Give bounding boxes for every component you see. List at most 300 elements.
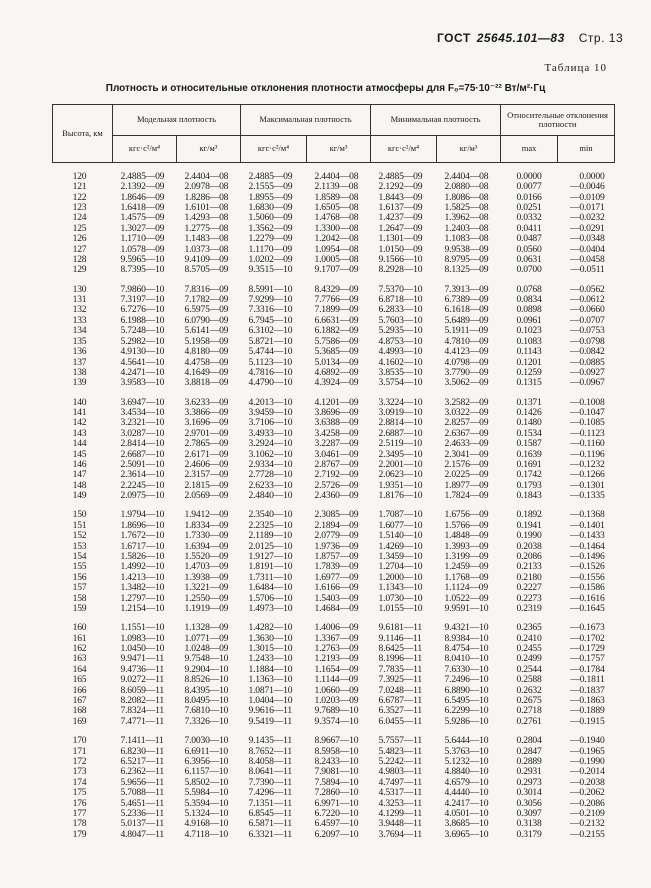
- model-kgs-cell: 8.7395—10: [120, 264, 165, 276]
- unit-header: кгс·с²/м⁴: [113, 136, 177, 163]
- model-kg-cell: 2.4606—09: [184, 458, 229, 470]
- model-kgs-cell: 1.3027—09: [120, 222, 165, 234]
- rel-max-cell: 0.1534: [516, 427, 542, 439]
- min-kg-cell: 2.8257—09: [444, 417, 489, 429]
- model-kg-cell: 1.7330—09: [184, 530, 229, 542]
- min-kg-cell: 5.1911—09: [444, 325, 488, 337]
- model-kgs-cell: 9.5965—10: [120, 254, 165, 266]
- table-row: [53, 347, 615, 357]
- rel-min-cell: —0.0458: [569, 254, 605, 266]
- max-kg-cell: 1.8757—09: [314, 551, 359, 562]
- height-cell: 146: [72, 458, 87, 470]
- min-kg-cell: 5.6489—09: [444, 314, 489, 326]
- rel-min-cell: —0.0798: [569, 335, 605, 347]
- model-kgs-cell: 1.2797—10: [120, 592, 165, 604]
- max-kg-cell: 3.6388—09: [314, 417, 359, 429]
- min-kgs-cell: 2.2001—10: [378, 458, 423, 470]
- model-kgs-cell: 2.2245—10: [120, 479, 165, 491]
- min-kg-cell: 9.9591—10: [444, 603, 489, 615]
- max-kgs-cell: 8.4058—11: [248, 755, 292, 767]
- model-kg-cell: 1.0771—09: [184, 632, 229, 644]
- model-kg-cell: 4.9168—10: [184, 818, 229, 830]
- max-kg-cell: 8.5958—10: [314, 745, 359, 757]
- max-kg-cell: 8.2433—10: [314, 755, 359, 767]
- col-header-max-density: Максимальная плотность: [241, 105, 371, 136]
- rel-min-cell: —0.0109: [569, 191, 605, 203]
- max-kg-cell: 6.2097—10: [314, 828, 359, 840]
- model-kgs-cell: 5.2982—10: [120, 335, 165, 347]
- max-kgs-cell: 1.7311—10: [248, 571, 292, 583]
- model-kgs-cell: 1.1551—10: [120, 622, 165, 634]
- height-cell: 176: [72, 797, 87, 809]
- rel-min-cell: —0.2086: [569, 797, 605, 809]
- model-kg-cell: 7.3326—10: [184, 715, 229, 727]
- height-cell: 157: [72, 582, 87, 594]
- model-kg-cell: 7.0030—10: [184, 735, 229, 747]
- model-kg-cell: 8.8526—10: [184, 674, 229, 686]
- model-kg-cell: 1.8286—08: [184, 191, 229, 203]
- max-kg-cell: 4.3924—09: [314, 377, 359, 389]
- rel-min-cell: —0.0046: [569, 181, 605, 193]
- rel-min-cell: —0.0612: [569, 294, 605, 306]
- model-kg-cell: 1.6101—08: [184, 202, 229, 214]
- max-kgs-cell: 7.7390—11: [248, 776, 292, 788]
- model-kgs-cell: 4.8047—11: [120, 828, 164, 840]
- rel-min-cell: —0.1433: [569, 530, 605, 542]
- min-kg-cell: 1.1768—09: [444, 571, 489, 583]
- table-body: [53, 163, 615, 841]
- model-kg-cell: 1.9412—09: [184, 509, 229, 521]
- max-kgs-cell: 4.4790—10: [248, 377, 293, 389]
- max-kgs-cell: 2.7728—10: [248, 469, 293, 481]
- max-kgs-cell: 7.3316—10: [248, 304, 293, 316]
- height-cell: 164: [72, 663, 87, 675]
- max-kgs-cell: 6.7945—10: [248, 314, 293, 326]
- model-kgs-cell: 5.7248—10: [120, 325, 165, 337]
- min-header: min: [558, 136, 615, 163]
- page-number: Стр. 13: [578, 31, 624, 45]
- max-kgs-cell: 3.9459—10: [248, 406, 293, 418]
- min-kgs-cell: 8.1996—11: [378, 653, 422, 665]
- model-kgs-cell: 3.0287—10: [120, 427, 165, 439]
- model-kg-cell: 6.1157—10: [184, 766, 228, 778]
- max-kgs-cell: 3.2924—10: [248, 438, 293, 450]
- max-kg-cell: 8.4329—09: [314, 283, 359, 295]
- model-kg-cell: 5.3594—10: [184, 797, 229, 809]
- max-kg-cell: 9.3574—10: [314, 715, 359, 727]
- max-kgs-cell: 9.3515—10: [248, 264, 293, 276]
- min-kg-cell: 1.2403—08: [444, 222, 489, 234]
- col-header-min-density: Минимальная плотность: [371, 105, 501, 136]
- table-row: [53, 439, 615, 449]
- max-kg-cell: 1.2193—09: [314, 653, 359, 665]
- rel-min-cell: —0.0404: [569, 243, 605, 255]
- max-kg-cell: 3.4258—09: [314, 427, 359, 439]
- min-kgs-cell: 4.7497—11: [378, 776, 422, 788]
- height-cell: 122: [72, 191, 87, 203]
- max-kgs-cell: 6.5871—11: [248, 818, 292, 830]
- height-cell: 139: [72, 377, 87, 389]
- min-kgs-cell: 3.0919—10: [378, 406, 423, 418]
- rel-max-cell: 0.1315: [516, 377, 542, 389]
- model-kg-cell: 4.1649—09: [184, 366, 229, 378]
- rel-min-cell: —0.0967: [569, 377, 605, 389]
- min-kg-cell: 1.3993—09: [444, 540, 489, 552]
- height-cell: 172: [72, 755, 87, 767]
- max-kgs-cell: 2.1555—09: [248, 181, 293, 193]
- min-kg-cell: 6.5495—10: [444, 695, 489, 707]
- max-kgs-cell: 5.4744—10: [248, 346, 293, 358]
- model-kg-cell: 3.6233—09: [184, 396, 229, 408]
- rel-min-cell: —0.2014: [569, 766, 605, 778]
- model-kgs-cell: 6.8230—11: [120, 745, 164, 757]
- rel-min-cell: —0.1965: [569, 745, 605, 757]
- max-kgs-cell: 1.3562—09: [248, 222, 293, 234]
- min-kg-cell: 2.0880—08: [444, 181, 489, 193]
- max-kg-cell: 1.4684—09: [314, 603, 359, 615]
- rel-min-cell: —0.1301: [569, 479, 605, 491]
- max-kg-cell: 1.4768—08: [314, 212, 359, 224]
- min-kgs-cell: 6.6787—11: [378, 695, 422, 707]
- model-kg-cell: 3.3866—09: [184, 406, 229, 418]
- min-kgs-cell: 3.7694—11: [378, 828, 422, 840]
- height-cell: 154: [72, 551, 87, 562]
- model-kg-cell: 7.8316—09: [184, 283, 229, 295]
- max-kg-cell: 6.4597—10: [314, 818, 359, 830]
- height-cell: 169: [72, 715, 87, 727]
- min-kgs-cell: 5.2935—10: [378, 325, 423, 337]
- model-kgs-cell: 9.9471—11: [120, 653, 164, 665]
- model-kgs-cell: 1.7672—10: [120, 530, 165, 542]
- max-kgs-cell: 2.9334—10: [248, 458, 293, 470]
- max-kg-cell: 1.7839—09: [314, 561, 359, 573]
- height-cell: 140: [72, 396, 87, 408]
- rel-min-cell: —0.0291: [569, 222, 605, 234]
- rel-max-cell: 0.2889: [516, 755, 542, 767]
- rel-max-cell: 0.3014: [516, 787, 542, 799]
- max-kg-cell: 1.0660—09: [314, 684, 359, 696]
- min-kg-cell: 2.4404—08: [444, 170, 489, 182]
- rel-max-cell: 0.2544: [516, 663, 542, 675]
- min-kgs-cell: 4.1602—10: [378, 356, 423, 368]
- rel-min-cell: —0.1673: [569, 622, 605, 634]
- min-kg-cell: 2.0225—09: [444, 469, 489, 481]
- min-kg-cell: 8.9384—10: [444, 632, 489, 644]
- rel-max-cell: 0.0961: [516, 314, 542, 326]
- table-caption: Плотность и относительные отклонения плотности атмосферы для F₀=75·10⁻²² Вт/м²·Гц: [105, 83, 546, 94]
- max-kg-cell: 1.1144—09: [314, 674, 358, 686]
- model-kg-cell: 1.4293—08: [184, 212, 229, 224]
- max-kg-cell: 2.7192—09: [314, 469, 359, 481]
- max-kgs-cell: 1.6830—09: [248, 202, 293, 214]
- min-kg-cell: 1.7824—09: [444, 490, 489, 502]
- rel-min-cell: —0.1335: [569, 490, 605, 502]
- table-label: Таблица 10: [544, 62, 607, 74]
- rel-max-cell: 0.0000: [516, 170, 542, 182]
- max-kg-cell: 2.5726—09: [314, 479, 359, 491]
- max-kgs-cell: 1.1884—10: [248, 663, 293, 675]
- min-kgs-cell: 1.0730—10: [378, 592, 423, 604]
- max-kgs-cell: 1.2433—10: [248, 653, 293, 665]
- col-header-rel-dev: Относительные отклонения плотности: [501, 105, 615, 136]
- rel-min-cell: —0.0753: [569, 325, 605, 337]
- model-kgs-cell: 3.2321—10: [120, 417, 165, 429]
- max-kgs-cell: 9.1435—11: [248, 735, 292, 747]
- model-kg-cell: 1.6394—09: [184, 540, 229, 552]
- model-kg-cell: 5.1324—10: [184, 807, 229, 819]
- model-kg-cell: 5.6141—09: [184, 325, 229, 337]
- max-kgs-cell: 1.1363—10: [248, 674, 293, 686]
- min-kg-cell: 3.0322—09: [444, 406, 489, 418]
- rel-min-cell: —0.1556: [569, 571, 605, 583]
- height-cell: 163: [72, 653, 87, 665]
- min-kgs-cell: 5.7603—10: [378, 314, 423, 326]
- rel-min-cell: —0.2109: [569, 807, 605, 819]
- rel-min-cell: —0.2038: [569, 776, 605, 788]
- model-kgs-cell: 2.3614—10: [120, 469, 165, 481]
- rel-min-cell: —0.0171: [569, 202, 605, 214]
- rel-max-cell: 0.1371: [516, 396, 542, 408]
- height-cell: 121: [72, 181, 87, 193]
- rel-max-cell: 0.1892: [516, 509, 542, 521]
- model-kgs-cell: 2.4885—09: [120, 170, 165, 182]
- min-kg-cell: 1.3962—08: [444, 212, 489, 224]
- model-kgs-cell: 8.2082—11: [120, 695, 164, 707]
- min-kgs-cell: 1.6077—10: [378, 519, 423, 531]
- max-kgs-cell: 8.0641—11: [248, 766, 292, 778]
- min-kgs-cell: 5.7557—11: [378, 735, 422, 747]
- min-kgs-cell: 2.0623—10: [378, 469, 423, 481]
- min-kgs-cell: 1.9351—10: [378, 479, 423, 491]
- rel-min-cell: —0.1863: [569, 695, 605, 707]
- model-kgs-cell: 1.5826—10: [120, 551, 165, 562]
- rel-max-cell: 0.1639: [516, 448, 542, 460]
- rel-max-cell: 0.2804: [516, 735, 542, 747]
- rel-min-cell: —0.1123: [570, 427, 605, 439]
- rel-min-cell: —0.1645: [569, 603, 605, 615]
- height-cell: 126: [72, 233, 87, 245]
- min-kg-cell: 7.6330—10: [444, 663, 489, 675]
- rel-max-cell: 0.0834: [516, 294, 542, 306]
- rel-min-cell: —0.1586: [569, 582, 605, 594]
- model-kg-cell: 5.5984—10: [184, 787, 229, 799]
- min-kgs-cell: 1.6137—09: [378, 202, 423, 214]
- min-kgs-cell: 9.6181—11: [378, 622, 422, 634]
- model-kgs-cell: 1.6418—09: [120, 202, 165, 214]
- min-kg-cell: 3.8685—10: [444, 818, 489, 830]
- height-cell: 168: [72, 705, 87, 717]
- rel-min-cell: —0.2155: [569, 828, 605, 840]
- model-kgs-cell: 3.9583—10: [120, 377, 165, 389]
- rel-max-cell: 0.2273: [516, 592, 542, 604]
- max-kgs-cell: 6.8545—11: [248, 807, 292, 819]
- max-kgs-cell: 2.4885—09: [248, 170, 293, 182]
- max-kgs-cell: 6.3321—11: [248, 828, 292, 840]
- model-kg-cell: 1.1483—08: [184, 233, 229, 245]
- min-kg-cell: 1.2459—09: [444, 561, 489, 573]
- max-kg-cell: 2.1139—08: [314, 181, 358, 193]
- min-kg-cell: 4.0501—10: [444, 807, 489, 819]
- model-kg-cell: 5.1958—09: [184, 335, 229, 347]
- rel-max-cell: 0.0487: [516, 233, 542, 245]
- min-kg-cell: 9.4321—10: [444, 622, 489, 634]
- model-kgs-cell: 7.4771—11: [120, 715, 164, 727]
- max-kg-cell: 7.5894—10: [314, 776, 359, 788]
- unit-header: кг/м³: [307, 136, 371, 163]
- model-kg-cell: 1.0248—09: [184, 643, 229, 655]
- max-kg-cell: 2.0779—09: [314, 530, 359, 542]
- min-kg-cell: 5.3763—10: [444, 745, 489, 757]
- rel-max-cell: 0.1793: [516, 479, 542, 491]
- min-kg-cell: 1.3199—09: [444, 551, 489, 562]
- model-kg-cell: 4.7118—10: [184, 828, 228, 840]
- gost-label: ГОСТ: [437, 31, 471, 45]
- min-kg-cell: 4.4123—09: [444, 346, 489, 358]
- max-kg-cell: 9.1707—09: [314, 264, 359, 276]
- model-kgs-cell: 2.8414—10: [120, 438, 165, 450]
- max-kg-cell: 1.5403—09: [314, 592, 359, 604]
- rel-max-cell: 0.2931: [516, 766, 542, 778]
- max-kg-cell: 1.3367—09: [314, 632, 359, 644]
- table-row: [53, 491, 615, 501]
- max-kg-cell: 3.2287—09: [314, 438, 359, 450]
- height-cell: 175: [72, 787, 87, 799]
- height-cell: 160: [72, 622, 87, 634]
- rel-min-cell: —0.0927: [569, 366, 605, 378]
- rel-max-cell: 0.1259: [516, 366, 542, 378]
- model-kg-cell: 1.3221—09: [184, 582, 229, 594]
- max-kg-cell: 3.8696—09: [314, 406, 359, 418]
- min-kgs-cell: 8.6425—11: [378, 643, 422, 655]
- rel-min-cell: —0.1784: [569, 663, 605, 675]
- unit-header: кгс·с²/м⁴: [371, 136, 437, 163]
- rel-max-cell: 0.1843: [516, 490, 542, 502]
- max-kgs-cell: 7.1351—11: [248, 797, 292, 809]
- max-kgs-cell: 1.0202—09: [248, 254, 293, 266]
- min-kgs-cell: 3.5754—10: [378, 377, 423, 389]
- height-cell: 170: [72, 735, 87, 747]
- min-kgs-cell: 4.8753—10: [378, 335, 423, 347]
- min-kg-cell: 4.7810—09: [444, 335, 489, 347]
- rel-max-cell: 0.0251: [516, 202, 542, 214]
- model-kgs-cell: 1.0983—10: [120, 632, 165, 644]
- max-kg-cell: 2.3085—09: [314, 509, 359, 521]
- min-kg-cell: 1.5766—09: [444, 519, 489, 531]
- min-kg-cell: 8.0410—10: [444, 653, 489, 665]
- model-kgs-cell: 8.6059—11: [120, 684, 164, 696]
- max-header: max: [501, 136, 558, 163]
- max-kgs-cell: 5.1123—10: [248, 356, 292, 368]
- max-kgs-cell: 2.1189—10: [248, 530, 292, 542]
- rel-min-cell: —0.1811: [570, 674, 605, 686]
- min-kgs-cell: 1.4237—09: [378, 212, 423, 224]
- rel-min-cell: —0.1008: [569, 396, 605, 408]
- min-kgs-cell: 7.7835—11: [378, 663, 422, 675]
- height-cell: 137: [72, 356, 87, 368]
- min-kgs-cell: 1.4269—10: [378, 540, 423, 552]
- rel-max-cell: 0.0898: [516, 304, 542, 316]
- rel-max-cell: 0.2410: [516, 632, 542, 644]
- model-kgs-cell: 4.5641—10: [120, 356, 165, 368]
- rel-min-cell: —0.1196: [570, 448, 605, 460]
- rel-max-cell: 0.0631: [516, 254, 542, 266]
- unit-header: кгс·с²/м⁴: [241, 136, 307, 163]
- model-kgs-cell: 7.3197—10: [120, 294, 165, 306]
- rel-max-cell: 0.0768: [516, 283, 542, 295]
- min-kgs-cell: 1.1343—10: [378, 582, 423, 594]
- height-cell: 120: [72, 170, 87, 182]
- height-cell: 165: [72, 674, 87, 686]
- model-kgs-cell: 1.3482—10: [120, 582, 165, 594]
- rel-max-cell: 0.1426: [516, 406, 542, 418]
- rel-min-cell: —0.1266: [569, 469, 605, 481]
- min-kg-cell: 1.5825—08: [444, 202, 489, 214]
- model-kgs-cell: 6.5217—11: [120, 755, 164, 767]
- max-kg-cell: 1.1654—09: [314, 663, 359, 675]
- model-kgs-cell: 1.8646—09: [120, 191, 165, 203]
- model-kgs-cell: 9.4736—11: [120, 663, 164, 675]
- max-kg-cell: 5.0134—09: [314, 356, 359, 368]
- model-kgs-cell: 1.1710—09: [120, 233, 165, 245]
- rel-max-cell: 0.3097: [516, 807, 542, 819]
- min-kgs-cell: 2.5119—10: [378, 438, 422, 450]
- max-kg-cell: 7.7766—09: [314, 294, 359, 306]
- model-kg-cell: 7.6810—10: [184, 705, 229, 717]
- model-kg-cell: 8.5705—09: [184, 264, 229, 276]
- max-kgs-cell: 1.4973—10: [248, 603, 293, 615]
- min-kg-cell: 1.0522—09: [444, 592, 489, 604]
- min-kg-cell: 5.9286—10: [444, 715, 489, 727]
- min-kgs-cell: 1.2704—10: [378, 561, 423, 573]
- min-kg-cell: 7.3913—09: [444, 283, 489, 295]
- model-kgs-cell: 1.0450—10: [120, 643, 165, 655]
- model-kgs-cell: 1.6717—10: [120, 540, 165, 552]
- rel-max-cell: 0.0411: [516, 222, 542, 234]
- height-cell: 161: [72, 632, 87, 644]
- height-cell: 135: [72, 335, 87, 347]
- height-cell: 145: [72, 448, 87, 460]
- min-kgs-cell: 1.0155—10: [378, 603, 423, 615]
- model-kg-cell: 9.2904—10: [184, 663, 229, 675]
- model-kg-cell: 4.8180—09: [184, 346, 229, 358]
- height-cell: 131: [72, 294, 87, 306]
- max-kg-cell: 8.9667—10: [314, 735, 359, 747]
- unit-header: кг/м³: [437, 136, 501, 163]
- min-kg-cell: 1.8977—09: [444, 479, 489, 491]
- table-row: [53, 265, 615, 275]
- min-kg-cell: 3.2582—09: [444, 396, 489, 408]
- model-kg-cell: 5.8502—10: [184, 776, 229, 788]
- max-kg-cell: 6.9971—10: [314, 797, 359, 809]
- min-kgs-cell: 7.0248—11: [378, 684, 422, 696]
- max-kg-cell: 2.1894—09: [314, 519, 359, 531]
- table-row: [53, 717, 615, 727]
- max-kg-cell: 2.8767—09: [314, 458, 359, 470]
- model-kgs-cell: 7.1411—11: [120, 735, 164, 747]
- max-kgs-cell: 1.5060—09: [248, 212, 293, 224]
- max-kgs-cell: 1.3015—10: [248, 643, 293, 655]
- min-kgs-cell: 1.0150—09: [378, 243, 423, 255]
- max-kgs-cell: 1.2279—09: [248, 233, 293, 245]
- height-cell: 156: [72, 571, 87, 583]
- min-kg-cell: 5.6444—10: [444, 735, 489, 747]
- min-kgs-cell: 1.2647—09: [378, 222, 423, 234]
- height-cell: 162: [72, 643, 87, 655]
- rel-min-cell: 0.0000: [579, 170, 605, 182]
- min-kgs-cell: 1.7087—10: [378, 509, 423, 521]
- min-kgs-cell: 6.3527—11: [378, 705, 422, 717]
- rel-min-cell: —0.2062: [569, 787, 605, 799]
